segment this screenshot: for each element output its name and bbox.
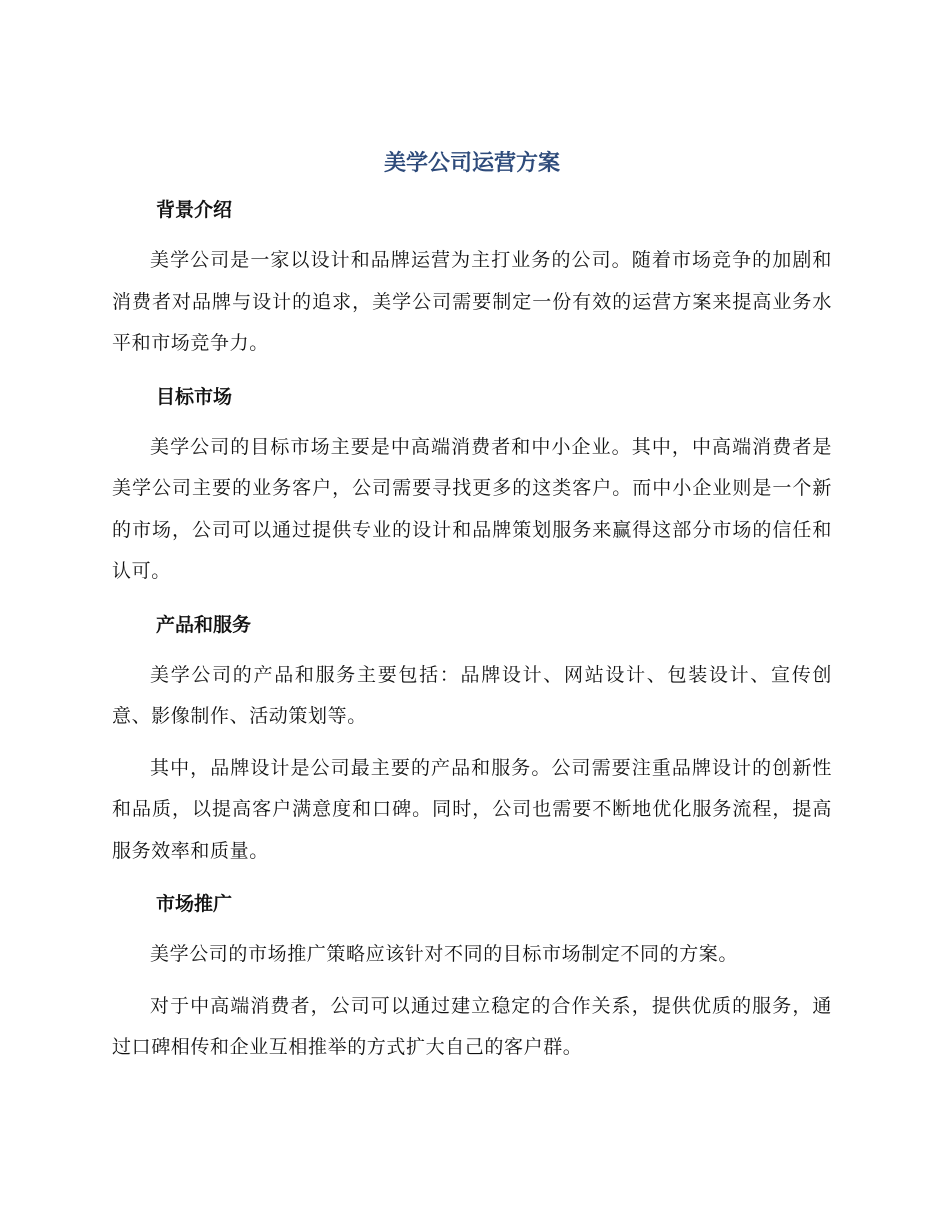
- paragraph: 美学公司的市场推广策略应该针对不同的目标市场制定不同的方案。: [150, 943, 739, 965]
- section-products-services: [112, 603, 832, 883]
- section-target-market: [112, 375, 832, 603]
- section-marketing: [112, 882, 832, 1069]
- document-title: 美学公司运营方案: [383, 151, 560, 176]
- paragraph: 其中，品牌设计是公司最主要的产品和服务。公司需要注重品牌设计的创新性和品质，以提高客户满意度和口碑。同时，公司也需要不断地优化服务流程，提高服务效率和质量。: [112, 756, 832, 862]
- paragraph: 美学公司的产品和服务主要包括：品牌设计、网站设计、包装设计、宣传创意、影像制作、活动策划等。: [112, 663, 832, 727]
- document-page: [112, 146, 832, 1069]
- section-heading: 产品和服务: [156, 613, 252, 636]
- paragraph: 美学公司的目标市场主要是中高端消费者和中小企业。其中，中高端消费者是美学公司主要的业务客户，公司需要寻找更多的这类客户。而中小企业则是一个新的市场，公司可以通过提供专业的设计和品牌策划服务来赢得这部分市场的信任和认可。: [112, 435, 832, 582]
- paragraph: 对于中高端消费者，公司可以通过建立稳定的合作关系，提供优质的服务，通过口碑相传和企业互相推举的方式扩大自己的客户群。: [112, 994, 832, 1058]
- section-background: [112, 188, 832, 375]
- section-heading: 目标市场: [156, 385, 233, 408]
- paragraph: 美学公司是一家以设计和品牌运营为主打业务的公司。随着市场竞争的加剧和消费者对品牌与设计的追求，美学公司需要制定一份有效的运营方案来提高业务水平和市场竞争力。: [112, 249, 832, 354]
- section-heading: 背景介绍: [156, 199, 233, 221]
- section-heading: 市场推广: [156, 893, 233, 915]
